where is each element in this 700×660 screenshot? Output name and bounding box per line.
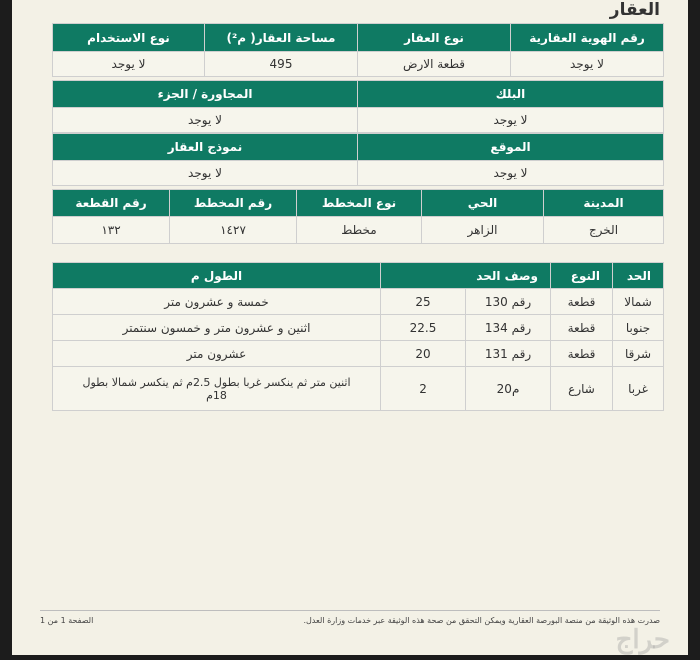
cell-desc: رقم 131	[466, 341, 551, 367]
page-number: الصفحة 1 من 1	[40, 616, 94, 625]
table-row	[53, 52, 664, 77]
cell-length-text: اثنين متر ثم ينكسر غربا بطول 2.5م ثم ينكسر شمالا بطول 18م	[53, 367, 381, 411]
table-header-row	[53, 81, 664, 108]
header-length: الطول م	[53, 263, 381, 289]
footer-divider	[40, 610, 660, 611]
cell-length: 25	[381, 289, 466, 315]
cell-side: شرقا	[613, 341, 664, 367]
table-row	[53, 289, 664, 315]
header-location: الموقع	[358, 134, 664, 161]
header-block: البلك	[358, 81, 664, 108]
value-property-type: قطعة الارض	[358, 52, 511, 77]
header-property-model: نموذج العقار	[53, 134, 358, 161]
header-type: النوع	[551, 263, 613, 289]
table-header-row	[53, 190, 664, 217]
table-row	[53, 341, 664, 367]
cell-side: شمالا	[613, 289, 664, 315]
boundaries-table	[52, 262, 664, 411]
cell-side: جنوبا	[613, 315, 664, 341]
location-table	[52, 133, 664, 186]
header-district: الحي	[422, 190, 544, 217]
table-row	[53, 315, 664, 341]
value-district: الزاهر	[422, 217, 544, 244]
section-title: العقار	[609, 0, 660, 20]
header-usage-type: نوع الاستخدام	[53, 24, 205, 52]
value-neighborhood-part: لا يوجد	[53, 108, 358, 133]
table-row	[53, 367, 664, 411]
header-boundary-desc: وصف الحد	[381, 263, 551, 289]
cell-type: قطعة	[551, 289, 613, 315]
value-location: لا يوجد	[358, 161, 664, 186]
cell-desc: م20	[466, 367, 551, 411]
header-neighborhood-part: المجاورة / الجزء	[53, 81, 358, 108]
cell-side: غربا	[613, 367, 664, 411]
table-row	[53, 161, 664, 186]
table-header-row	[53, 134, 664, 161]
header-property-id: رقم الهوية العقارية	[511, 24, 664, 52]
header-city: المدينة	[544, 190, 664, 217]
cell-length: 2	[381, 367, 466, 411]
value-city: الخرج	[544, 217, 664, 244]
cell-type: شارع	[551, 367, 613, 411]
cell-type: قطعة	[551, 341, 613, 367]
value-property-model: لا يوجد	[53, 161, 358, 186]
cell-length-text: خمسة و عشرون متر	[53, 289, 381, 315]
header-plot-number: رقم القطعة	[53, 190, 170, 217]
watermark-logo: حراج	[615, 625, 670, 655]
value-plan-type: مخطط	[297, 217, 422, 244]
value-usage-type: لا يوجد	[53, 52, 205, 77]
property-main-table	[52, 23, 664, 77]
cell-length-text: اثنين و عشرون متر و خمسون سنتمتر	[53, 315, 381, 341]
table-header-row	[53, 24, 664, 52]
block-table	[52, 80, 664, 133]
value-property-area: 495	[205, 52, 358, 77]
left-edge	[0, 0, 12, 660]
cell-length-text: عشرون متر	[53, 341, 381, 367]
cell-length: 20	[381, 341, 466, 367]
header-property-area: مساحة العقار( م²)	[205, 24, 358, 52]
table-header-row	[53, 263, 664, 289]
city-table	[52, 189, 664, 244]
right-edge	[688, 0, 700, 660]
value-property-id: لا يوجد	[511, 52, 664, 77]
bottom-edge	[0, 655, 700, 660]
header-plan-number: رقم المخطط	[170, 190, 297, 217]
table-row	[53, 217, 664, 244]
footer-note: صدرت هذه الوثيقة من منصة البورصة العقارية ويمكن التحقق من صحة هذه الوثيقة عبر خدمات وزارة العدل.	[303, 616, 660, 625]
value-plan-number: ١٤٢٧	[170, 217, 297, 244]
header-side: الحد	[613, 263, 664, 289]
header-plan-type: نوع المخطط	[297, 190, 422, 217]
cell-length: 22.5	[381, 315, 466, 341]
header-property-type: نوع العقار	[358, 24, 511, 52]
cell-type: قطعة	[551, 315, 613, 341]
value-block: لا يوجد	[358, 108, 664, 133]
cell-desc: رقم 130	[466, 289, 551, 315]
value-plot-number: ١٣٢	[53, 217, 170, 244]
table-row	[53, 108, 664, 133]
cell-desc: رقم 134	[466, 315, 551, 341]
